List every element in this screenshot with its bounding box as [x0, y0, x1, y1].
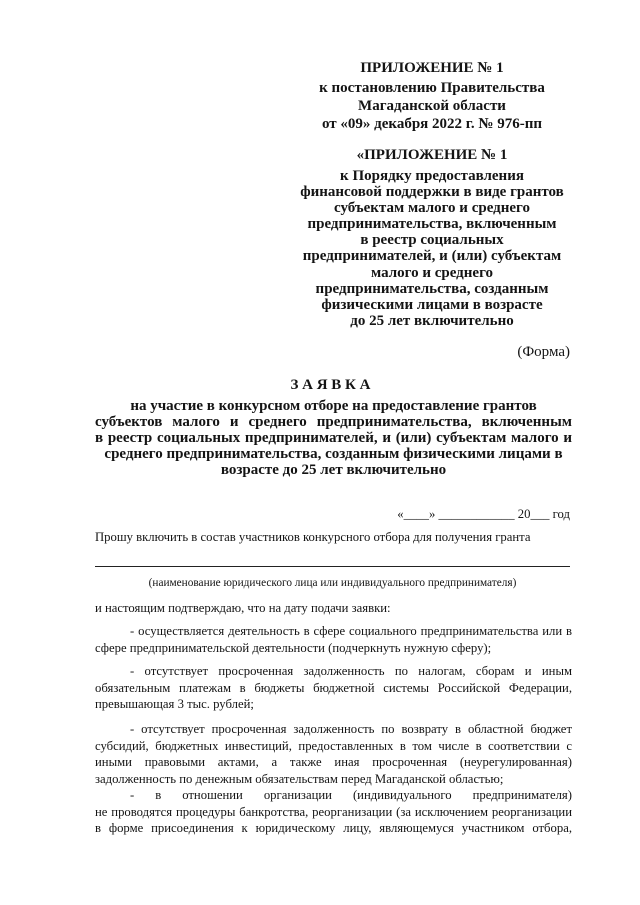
- date-blank: «____» ____________ 20___ год: [397, 507, 570, 521]
- decree-appendix-line: Магаданской области: [358, 98, 506, 114]
- applicant-name-caption: (наименование юридического лица или индивидуального предпринимателя): [148, 577, 517, 589]
- procedure-appendix-line: предпринимательства, включенным: [307, 216, 557, 233]
- decree-appendix-details: [282, 79, 582, 133]
- procedure-appendix-line: предпринимателей, и (или) субъектам: [302, 248, 562, 265]
- condition-no-bankruptcy: [95, 787, 572, 837]
- text-line: - в отношении организации (индивидуального предпринимателя): [130, 788, 572, 802]
- form-label: (Форма): [517, 344, 570, 360]
- procedure-appendix-line: в реестр социальных: [360, 232, 504, 249]
- procedure-appendix-line: малого и среднего: [370, 264, 494, 281]
- condition-activity-sphere: [95, 623, 572, 656]
- decree-appendix-title: ПРИЛОЖЕНИЕ № 1: [360, 60, 504, 76]
- text-line: превышающая 3 тыс. рублей;: [95, 697, 254, 711]
- text-line: - отсутствует просроченная задолженность по возврату в областной бюджет: [130, 722, 572, 736]
- application-subtitle-line: на участие в конкурсном отборе на предоставление грантов: [130, 398, 537, 414]
- text-line: обязательным платежам в бюджеты бюджетной системы Российской Федерации,: [95, 680, 572, 695]
- procedure-appendix-line: к Порядку предоставления: [340, 168, 524, 184]
- procedure-appendix-details: [282, 168, 582, 329]
- condition-no-budget-debt: [95, 721, 572, 787]
- applicant-name-blank-line: [95, 566, 570, 567]
- text-line: сфере предпринимательской деятельности (подчеркнуть нужную сферу);: [95, 640, 492, 655]
- condition-no-tax-debt: [95, 663, 572, 713]
- procedure-appendix-line: физическими лицами в возрасте: [321, 296, 543, 313]
- text-line: задолженность по денежным обязательствам перед Магаданской областью;: [95, 771, 504, 786]
- application-subtitle-line: возрасте до 25 лет включительно: [220, 462, 447, 478]
- request-text: Прошу включить в состав участников конкурсного отбора для получения гранта: [95, 530, 531, 544]
- text-line: - отсутствует просроченная задолженность по налогам, сборам и иным: [130, 664, 572, 678]
- application-subtitle: [95, 398, 572, 478]
- application-subtitle-line: в реестр социальных предпринимателей, и (или) субъектам малого и: [95, 430, 572, 446]
- application-subtitle-line: среднего предпринимательства, созданным физическими лицами в: [104, 446, 563, 462]
- procedure-appendix-line: субъектам малого и среднего: [334, 200, 530, 217]
- decree-appendix-line: от «09» декабря 2022 г. № 976-пп: [321, 116, 542, 132]
- text-line: в форме присоединения к юридическому лицу, являющемуся участником отбора,: [95, 821, 572, 835]
- application-title: З А Я В К А: [290, 377, 371, 393]
- decree-appendix-line: к постановлению Правительства: [319, 80, 545, 96]
- text-line: субсидий, бюджетных инвестиций, предоставленных в том числе в соответствии с: [95, 738, 572, 753]
- procedure-appendix-line: до 25 лет включительно: [350, 312, 514, 329]
- text-line: - осуществляется деятельность в сфере социального предпринимательства или в: [130, 624, 572, 638]
- procedure-appendix-line: предпринимательства, созданным: [315, 280, 549, 297]
- procedure-appendix-title: «ПРИЛОЖЕНИЕ № 1: [356, 147, 508, 163]
- confirmation-intro: и настоящим подтверждаю, что на дату подачи заявки:: [95, 601, 391, 615]
- application-subtitle-line: субъектов малого и среднего предпринимательства, включенным: [95, 414, 572, 430]
- text-line: не проводятся процедуры банкротства, реорганизации (за исключением реорганизации: [95, 804, 572, 819]
- text-line: иными правовыми актами, а также иная просроченная (неурегулированная): [95, 755, 572, 769]
- procedure-appendix-line: финансовой поддержки в виде грантов: [300, 184, 564, 201]
